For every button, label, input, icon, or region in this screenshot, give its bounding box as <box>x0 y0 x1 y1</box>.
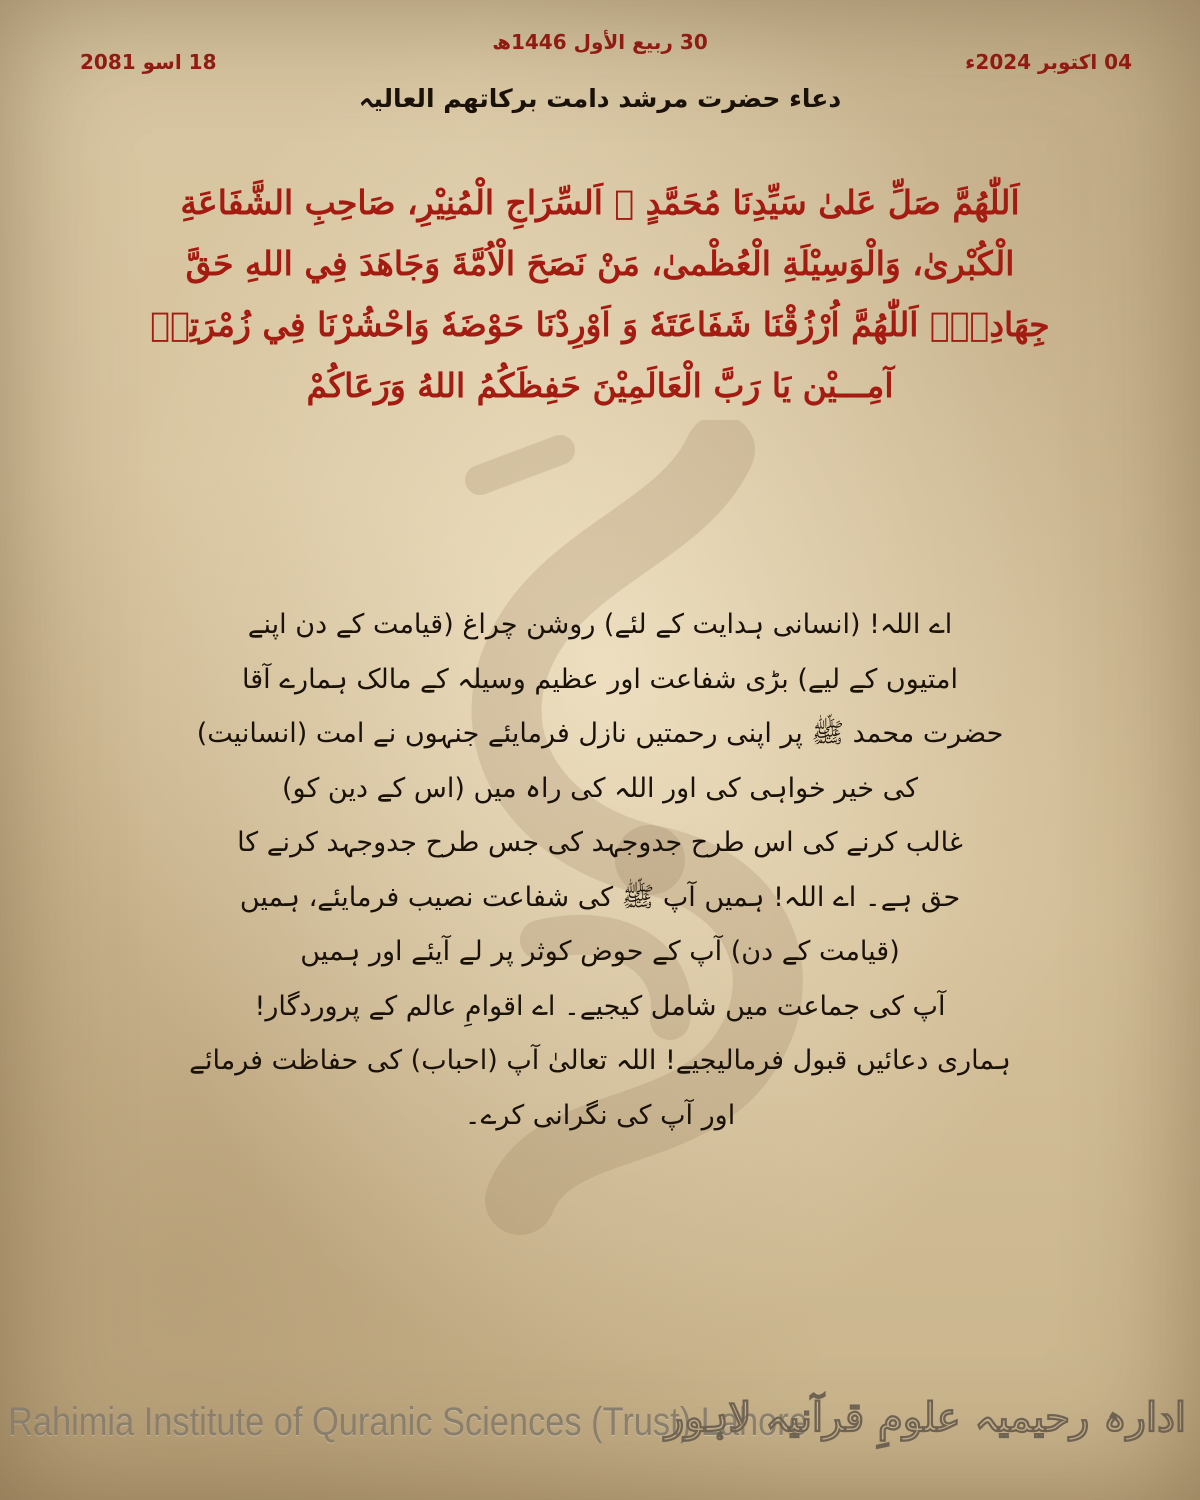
date-hijri: 30 ربیع الأول 1446ھ <box>492 30 708 54</box>
urdu-line: اے اللہ! (انسانی ہدایت کے لئے) روشن چراغ (قیامت کے دن اپنے <box>247 609 953 640</box>
urdu-line: اور آپ کی نگرانی کرے۔ <box>464 1099 736 1131</box>
urdu-line: ہماری دعائیں قبول فرمالیجیے! اللہ تعالیٰ آپ (احباب) کی حفاظت فرمائے <box>189 1045 1011 1076</box>
date-nepali: 18 اسو 2081 <box>80 50 217 74</box>
urdu-line: آپ کی جماعت میں شامل کیجیے۔ اے اقوامِ عالم کے پروردگار! <box>254 990 946 1022</box>
urdu-line: غالب کرنے کی اس طرح جدوجہد کی جس طرح جدوجہد کرنے کا <box>237 827 963 858</box>
urdu-line: حضرت محمد ﷺ پر اپنی رحمتیں نازل فرمایئے جنہوں نے امت (انسانیت) <box>196 718 1004 749</box>
page-title: دعاء حضرت مرشد دامت برکاتھم العالیہ <box>358 84 842 113</box>
arabic-dua-text: اَللّٰهُمَّ صَلِّ عَلىٰ سَيِّدِنَا مُحَمَّدٍ ﷺ اَلسِّرَاجِ الْمُنِيْرِ، صَاحِبِ الشَّفَاعَةِ الْكُبْرىٰ، وَالْوَسِيْلَةِ الْعُظْمىٰ، مَنْ نَصَحَ الْاُمَّةَ وَجَاهَدَ فِي اللهِ حَقَّ جِهَادِهٖ۔ اَللّٰهُمَّ اُرْزُقْنَا شَفَاعَتَهٗ وَ اَوْرِدْنَا حَوْضَهٗ وَاحْشُرْنَا فِي زُمْرَتِهٖ آمِـــيْن يَا رَبَّ الْعَالَمِيْنَ حَفِظَكُمُ اللهُ وَرَعَاكُمْ <box>150 183 1050 405</box>
date-gregorian: 04 اکتوبر 2024ء <box>965 50 1132 74</box>
urdu-line: حق ہے۔ اے اللہ! ہمیں آپ ﷺ کی شفاعت نصیب فرمایئے، ہمیں <box>239 881 961 913</box>
institute-logo-urdu: ادارہ رحیمیہ علومِ قرآنیہ لاہور <box>665 1394 1186 1441</box>
urdu-translation <box>150 598 1050 1143</box>
urdu-line: امتیوں کے لیے) بڑی شفاعت اور عظیم وسیلہ کے مالک ہمارے آقا <box>242 663 958 695</box>
institute-name-english: Rahimia Institute of Quranic Sciences (Trust) Lahore <box>8 1400 808 1444</box>
urdu-line: کی خیر خواہی کی اور اللہ کی راہ میں (اس کے دین کو) <box>282 772 918 804</box>
urdu-line: (قیامت کے دن) آپ کے حوض کوثر پر لے آیئے اور ہمیں <box>300 936 900 967</box>
